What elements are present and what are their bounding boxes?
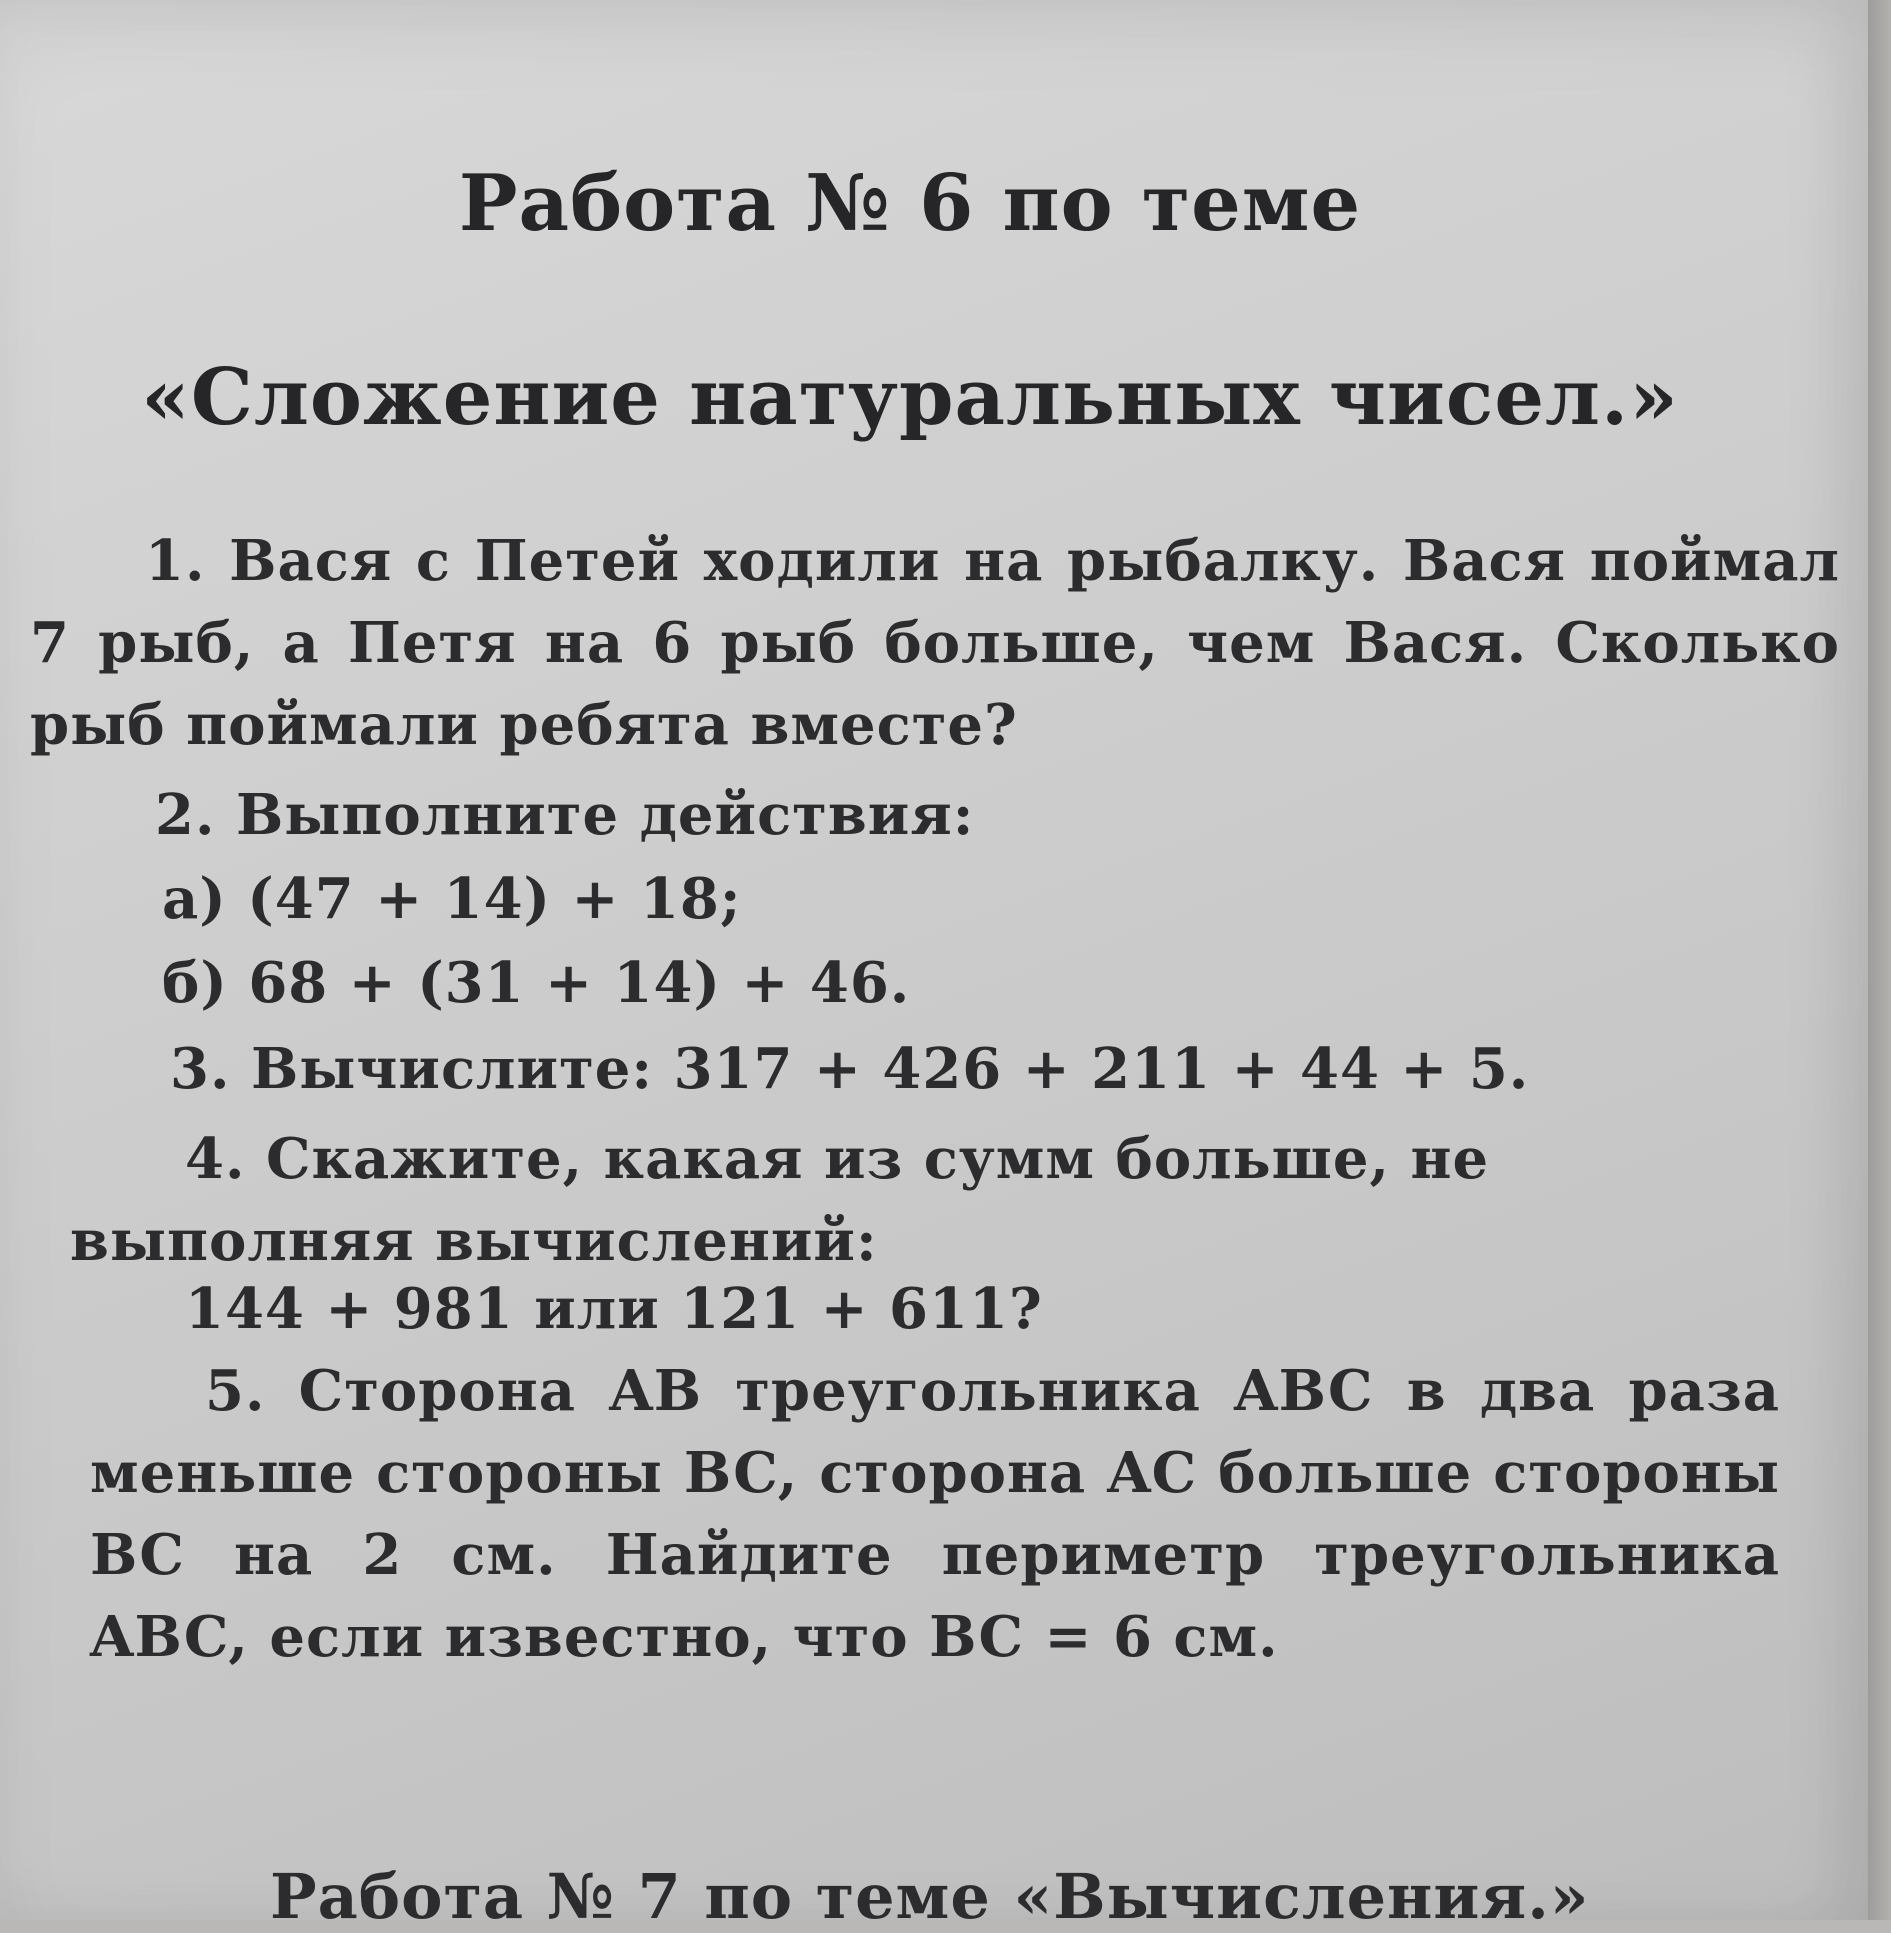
page-edge xyxy=(1868,0,1891,1920)
task-5 xyxy=(90,1350,1780,1678)
task-1-text: 1. Вася с Петей ходили на рыбалку. Вася поймал 7 рыб, а Петя на 6 рыб больше, чем Вася. Сколько рыб поймали ребята вместе? xyxy=(30,528,1840,758)
task-5-text: 5. Сторона AB треугольника ABC в два раза меньше стороны BC, сторона AC больше стороны BC на 2 см. Найдите периметр треугольника ABC, если известно, что BC = 6 см. xyxy=(90,1358,1780,1670)
task-2-a: а) (47 + 14) + 18; xyxy=(162,866,742,932)
task-4-expression: 144 + 981 или 121 + 611? xyxy=(185,1276,1043,1342)
task-4 xyxy=(70,1118,1800,1282)
task-2-heading: 2. Выполните действия: xyxy=(155,782,975,848)
work-title: Работа № 6 по теме xyxy=(458,158,1362,249)
task-4-text: 4. Скажите, какая из сумм больше, не выполняя вычислений: xyxy=(70,1126,1490,1274)
task-3: 3. Вычислите: 317 + 426 + 211 + 44 + 5. xyxy=(170,1036,1530,1102)
next-work-title: Работа № 7 по теме «Вычисления.» xyxy=(270,1860,1590,1933)
task-1 xyxy=(30,520,1840,766)
work-topic: «Сложение натуральных чисел.» xyxy=(141,352,1679,443)
task-2-b: б) 68 + (31 + 14) + 46. xyxy=(162,950,911,1016)
